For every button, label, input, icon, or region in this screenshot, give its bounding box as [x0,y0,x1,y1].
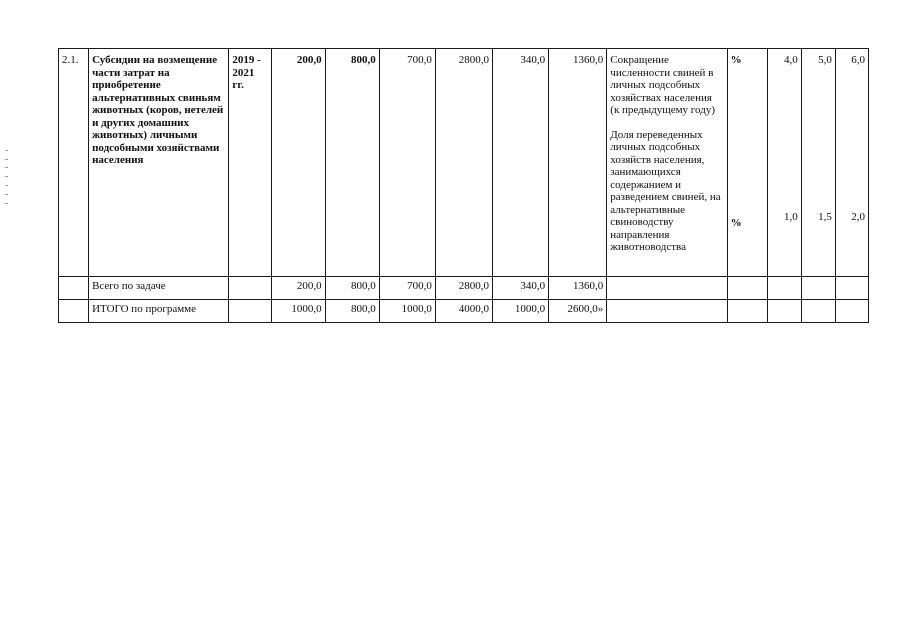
empty-cell [607,277,727,300]
value-cell: 340,0 [493,277,549,300]
table-row-subtotal [59,277,869,300]
value-cell: 200,0 [271,49,325,277]
target-value: 2,0 [851,210,865,223]
target-cell [835,49,868,277]
value-cell: 1360,0 [549,49,607,277]
target-value: 6,0 [851,54,865,66]
target-value: 1,0 [784,210,798,223]
value-cell: 800,0 [325,277,379,300]
subtotal-label: Всего по задаче [89,277,229,300]
indicator-text: Сокращение численности свиней в личных подсобных хозяйствах населения (к предыдущему году) [610,54,715,116]
unit-label: % [730,216,742,229]
indicators-cell [607,49,727,277]
value-cell: 340,0 [493,49,549,277]
empty-cell [229,300,271,323]
empty-cell [607,300,727,323]
empty-cell [59,277,89,300]
empty-cell [835,300,868,323]
target-cell [767,49,801,277]
target-value: 5,0 [818,54,832,66]
target-value: 1,5 [818,210,832,223]
value-cell: 1000,0 [379,300,435,323]
total-label: ИТОГО по программе [89,300,229,323]
empty-cell [767,277,801,300]
target-value: 4,0 [784,54,798,66]
measure-code: 2.1. [59,49,89,277]
unit-label: % [730,54,742,66]
value-cell: 2800,0 [435,277,492,300]
table-row-total [59,300,869,323]
indicator-text: Доля переведенных личных подсобных хозяйств населения, занимающихся содержанием и разведением свиней, на альтернативные свиноводству направления животноводства [610,128,721,253]
value-cell: 1000,0 [493,300,549,323]
empty-cell [59,300,89,323]
value-cell: 800,0 [325,49,379,277]
empty-cell [767,300,801,323]
value-cell: 2600,0» [549,300,607,323]
value-cell: 800,0 [325,300,379,323]
empty-cell [801,277,835,300]
empty-cell [801,300,835,323]
value-cell: 1360,0 [549,277,607,300]
program-measures-table [58,48,869,323]
empty-cell [835,277,868,300]
value-cell: 200,0 [271,277,325,300]
value-cell: 1000,0 [271,300,325,323]
table-row-measure-2-1 [59,49,869,277]
target-cell [801,49,835,277]
empty-cell [727,300,767,323]
value-cell: 700,0 [379,49,435,277]
measure-name: Субсидии на возмещение части затрат на приобретение альтернативных свиньям животных (коров, нетелей и других домашних животных) личными подсобными хозяйствами населения [89,49,229,277]
value-cell: 2800,0 [435,49,492,277]
value-cell: 700,0 [379,277,435,300]
value-cell: 4000,0 [435,300,492,323]
scan-artifact-icon [4,150,9,210]
empty-cell [727,277,767,300]
empty-cell [229,277,271,300]
unit-cell [727,49,767,277]
measure-period: 2019 - 2021 гг. [229,49,271,277]
